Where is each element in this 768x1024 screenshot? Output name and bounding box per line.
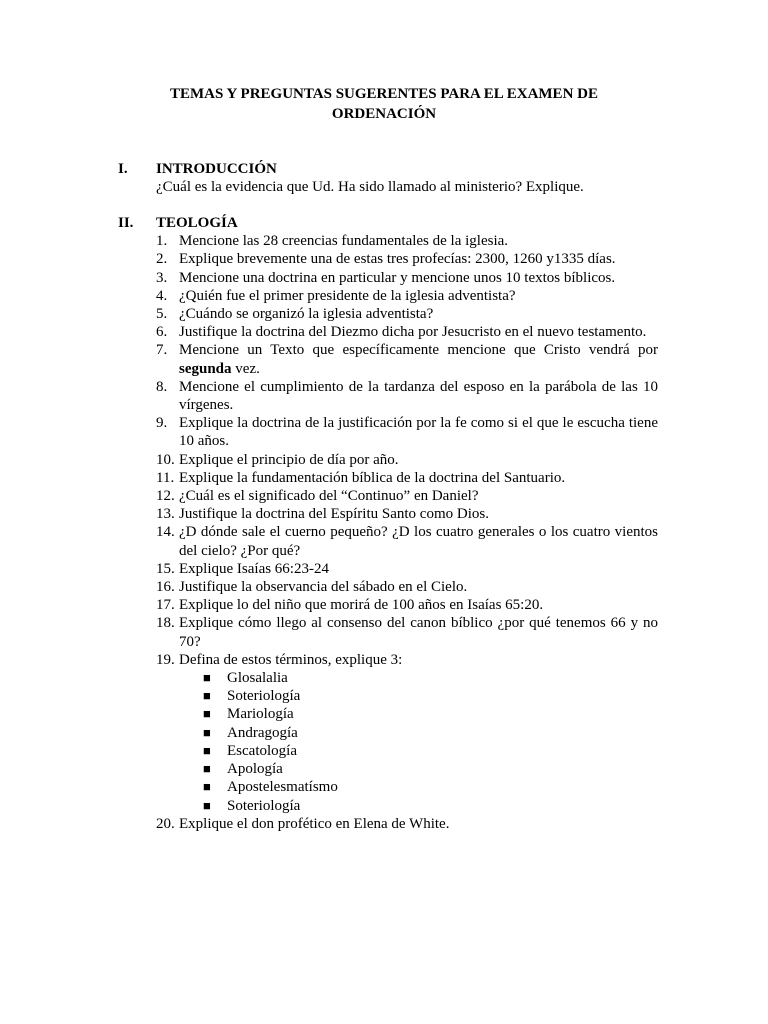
question-item bbox=[156, 341, 658, 377]
question-item bbox=[156, 269, 658, 287]
question-text: Explique lo del niño que morirá de 100 años en Isaías 65:20. bbox=[179, 597, 544, 614]
question-item bbox=[156, 651, 658, 815]
question-item bbox=[156, 560, 658, 578]
question-list bbox=[156, 232, 658, 833]
square-bullet-icon: ■ bbox=[203, 761, 211, 777]
term-text: Andragogía bbox=[227, 724, 298, 741]
term-text: Soteriología bbox=[227, 688, 301, 705]
term-text: Mariología bbox=[227, 706, 294, 723]
term-text: Apología bbox=[227, 761, 283, 778]
question-text: Explique Isaías 66:23-24 bbox=[179, 560, 329, 577]
question-text: Mencione las 28 creencias fundamentales de la iglesia. bbox=[179, 233, 509, 250]
square-bullet-icon: ■ bbox=[203, 670, 211, 686]
term-text: Apostelesmatísmo bbox=[227, 779, 338, 796]
question-number: 6. bbox=[156, 324, 168, 341]
title-line-2: ORDENACIÓN bbox=[331, 106, 437, 122]
question-text: Justifique la doctrina del Diezmo dicha por Jesucristo en el nuevo testamento. bbox=[179, 324, 647, 341]
question-number: 17. bbox=[156, 597, 175, 614]
question-text-start: Mencione un Texto que específicamente mencione que Cristo vendrá por bbox=[179, 342, 658, 359]
question-text: Explique brevemente una de estas tres profecías: 2300, 1260 y1335 días. bbox=[179, 251, 616, 268]
question-item bbox=[156, 414, 658, 450]
section-numeral: I. bbox=[118, 161, 128, 177]
question-item bbox=[156, 523, 658, 559]
term-item bbox=[203, 705, 658, 723]
question-number: 13. bbox=[156, 506, 175, 523]
question-item bbox=[156, 596, 658, 614]
question-number: 2. bbox=[156, 251, 168, 268]
question-number: 18. bbox=[156, 615, 175, 632]
question-number: 7. bbox=[156, 342, 168, 359]
question-text: Justifique la observancia del sábado en el Cielo. bbox=[179, 579, 468, 596]
question-item bbox=[156, 323, 658, 341]
title-line-1: TEMAS Y PREGUNTAS SUGERENTES PARA EL EXAMEN DE bbox=[170, 86, 598, 102]
square-bullet-icon: ■ bbox=[203, 688, 211, 704]
question-text: ¿Cuál es el significado del “Continuo” en Daniel? bbox=[179, 488, 479, 505]
question-number: 11. bbox=[156, 469, 175, 486]
section-numeral: II. bbox=[118, 215, 134, 231]
question-text-end: vez. bbox=[231, 360, 260, 377]
term-text: Escatología bbox=[227, 742, 297, 759]
term-item bbox=[203, 797, 658, 815]
question-item bbox=[156, 469, 658, 487]
question-item bbox=[156, 250, 658, 268]
question-number: 4. bbox=[156, 287, 168, 304]
question-item bbox=[156, 287, 658, 305]
term-item bbox=[203, 778, 658, 796]
question-item bbox=[156, 232, 658, 250]
square-bullet-icon: ■ bbox=[203, 724, 211, 740]
question-text: Explique la fundamentación bíblica de la doctrina del Santuario. bbox=[179, 469, 566, 486]
question-text: ¿Quién fue el primer presidente de la iglesia adventista? bbox=[179, 287, 516, 304]
square-bullet-icon: ■ bbox=[203, 706, 211, 722]
document-title bbox=[130, 84, 638, 124]
square-bullet-icon: ■ bbox=[203, 779, 211, 795]
question-text: Explique el don profético en Elena de White. bbox=[179, 815, 450, 832]
term-text: Soteriología bbox=[227, 797, 301, 814]
question-text: Justifique la doctrina del Espíritu Santo como Dios. bbox=[179, 506, 489, 523]
question-number: 1. bbox=[156, 233, 168, 250]
term-item bbox=[203, 742, 658, 760]
question-number: 19. bbox=[156, 651, 175, 668]
question-text: Defina de estos términos, explique 3: bbox=[179, 651, 403, 668]
question-number: 20. bbox=[156, 815, 175, 832]
question-text: Mencione el cumplimiento de la tardanza del esposo en la parábola de las 10 vírgenes. bbox=[179, 378, 658, 414]
question-item bbox=[156, 614, 658, 650]
question-text: Explique cómo llego al consenso del canon bíblico ¿por qué tenemos 66 y no 70? bbox=[179, 615, 658, 650]
question-number: 10. bbox=[156, 451, 175, 468]
question-text: Explique el principio de día por año. bbox=[179, 451, 399, 468]
question-item bbox=[156, 487, 658, 505]
square-bullet-icon: ■ bbox=[203, 797, 211, 813]
term-item bbox=[203, 687, 658, 705]
term-text: Glosalalia bbox=[227, 670, 288, 687]
question-number: 12. bbox=[156, 488, 175, 505]
question-item bbox=[156, 505, 658, 523]
question-number: 5. bbox=[156, 306, 168, 323]
question-text-emphasis: segunda bbox=[179, 360, 232, 377]
question-text: ¿D dónde sale el cuerno pequeño? ¿D los cuatro generales o los cuatro vientos del cielo? ¿Por qué? bbox=[179, 524, 658, 559]
terms-list bbox=[179, 669, 658, 815]
question-number: 15. bbox=[156, 560, 175, 577]
term-item bbox=[203, 669, 658, 687]
question-text: Mencione una doctrina en particular y mencione unos 10 textos bíblicos. bbox=[179, 269, 616, 286]
question-item bbox=[156, 451, 658, 469]
question-number: 8. bbox=[156, 378, 168, 395]
question-item bbox=[156, 815, 658, 833]
question-number: 3. bbox=[156, 269, 168, 286]
section-heading: INTRODUCCIÓN bbox=[156, 161, 277, 177]
section-heading: TEOLOGÍA bbox=[156, 215, 238, 231]
term-item bbox=[203, 724, 658, 742]
term-item bbox=[203, 760, 658, 778]
square-bullet-icon: ■ bbox=[203, 742, 211, 758]
question-item bbox=[156, 305, 658, 323]
section-text: ¿Cuál es la evidencia que Ud. Ha sido llamado al ministerio? Explique. bbox=[156, 179, 584, 196]
question-item bbox=[156, 578, 658, 596]
question-text: Explique la doctrina de la justificación por la fe como si el que le escucha tiene 10 años. bbox=[179, 415, 658, 450]
question-number: 16. bbox=[156, 579, 175, 596]
question-item bbox=[156, 378, 658, 414]
question-number: 14. bbox=[156, 524, 175, 541]
question-text: ¿Cuándo se organizó la iglesia adventista? bbox=[179, 306, 434, 323]
question-number: 9. bbox=[156, 415, 168, 432]
